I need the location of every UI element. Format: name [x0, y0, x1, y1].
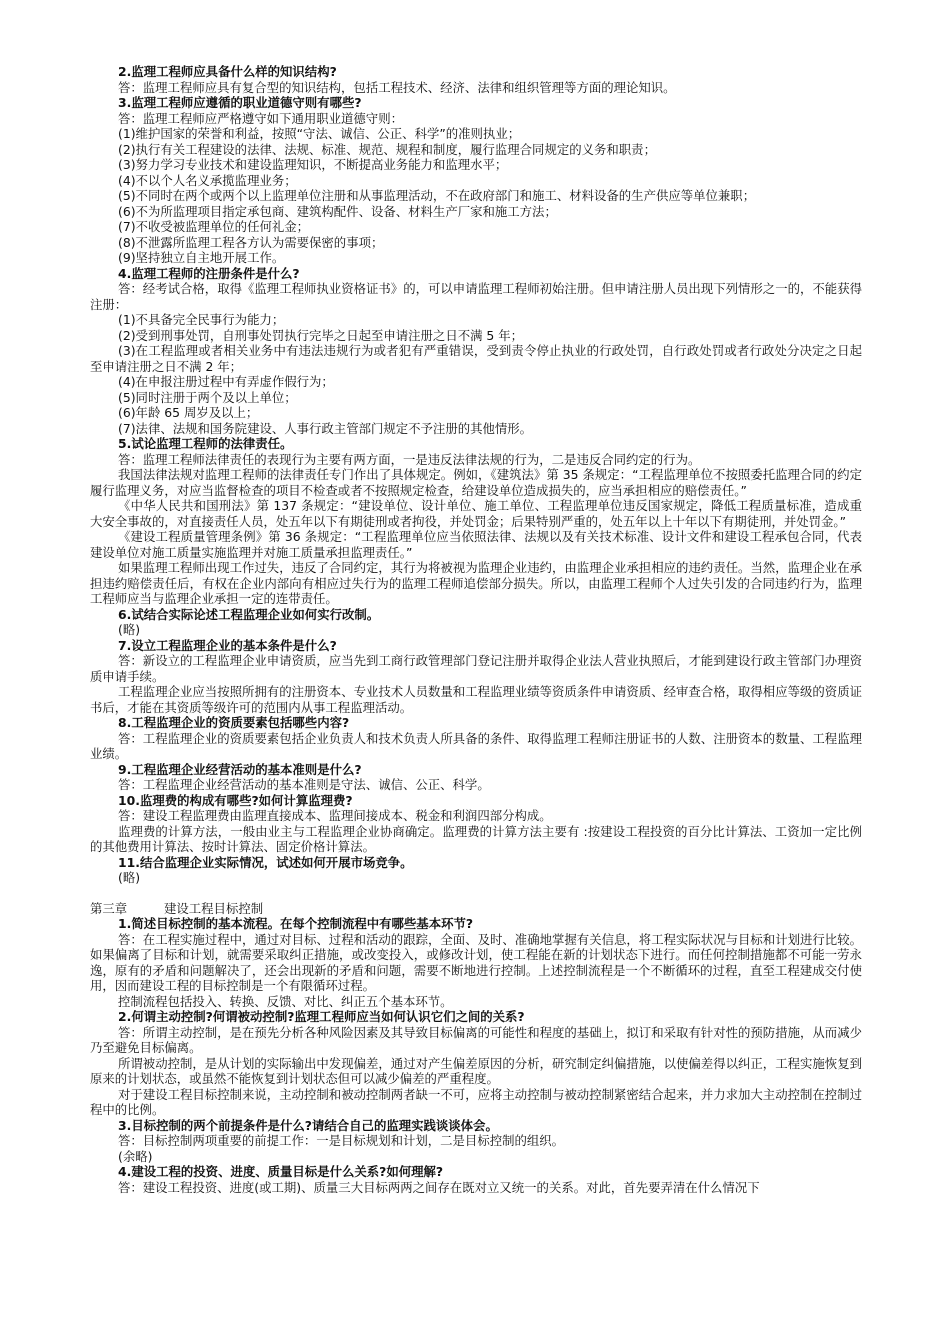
answer-paragraph: 答：新设立的工程监理企业申请资质，应当先到工商行政管理部门登记注册并取得企业法人营业执照后，才能到建设行政主管部门办理资质申请手续。: [90, 653, 862, 684]
question-heading: 5.试论监理工程师的法律责任。: [118, 436, 293, 451]
question-heading: 2.监理工程师应具备什么样的知识结构?: [118, 64, 337, 79]
answer-paragraph: 《中华人民共和国刑法》第 137 条规定：“建设单位、设计单位、施工单位、工程监理单位违反国家规定，降低工程质量标准，造成重大安全事故的，对直接责任人员，处五年以下有期徒刑或者拘役，并处罚金；后果特别严重的，处五年以上十年以下有期徒刑，并处罚金。”: [90, 498, 862, 529]
chapter-heading: [90, 901, 862, 917]
list-item: (1)不具备完全民事行为能力；: [118, 312, 285, 327]
list-item: (4)不以个人名义承揽监理业务；: [118, 172, 297, 188]
question-heading: 9.工程监理企业经营活动的基本准则是什么?: [118, 761, 362, 777]
answer-paragraph: 对于建设工程目标控制来说，主动控制和被动控制两者缺一不可，应将主动控制与被动控制紧密结合起来，并力求加大主动控制在控制过程中的比例。: [90, 1086, 862, 1117]
answer-paragraph: 监理费的计算方法，一般由业主与工程监理企业协商确定。监理费的计算方法主要有 :按建设工程投资的百分比计算法、工资加一定比例的其他费用计算法、按时计算法、固定价格计算法。: [90, 823, 862, 854]
list-item: (5)同时注册于两个及以上单位；: [118, 389, 297, 405]
question-heading: 2.何谓主动控制?何谓被动控制?监理工程师应当如何认识它们之间的关系?: [118, 1009, 525, 1024]
list-item: (6)年龄 65 周岁及以上；: [118, 405, 259, 420]
section-spacer: [90, 886, 862, 901]
question-heading: 1.简述目标控制的基本流程。在每个控制流程中有哪些基本环节?: [118, 916, 474, 931]
list-item: (8)不泄露所监理工程各方认为需要保密的事项；: [118, 234, 384, 250]
list-item: (4)在申报注册过程中有弄虚作假行为；: [118, 374, 334, 389]
answer-paragraph: 控制流程包括投入、转换、反馈、对比、纠正五个基本环节。: [118, 993, 453, 1009]
question-heading: 11.结合监理企业实际情况，试述如何开展市场竞争。: [118, 854, 413, 870]
list-item: (7)不收受被监理单位的任何礼金；: [118, 219, 310, 234]
answer-paragraph: 我国法律法规对监理工程师的法律责任专门作出了具体规定。例如，《建筑法》第 35 条规定：“工程监理单位不按照委托监理合同的约定履行监理义务，对应当监督检查的项目不检查或者不按照规定检查，给建设单位造成损失的，应当承担相应的赔偿责任。”: [90, 467, 862, 498]
answer-paragraph: 答：经考试合格，取得《监理工程师执业资格证书》的，可以申请监理工程师初始注册。但申请注册人员出现下列情形之一的，不能获得注册：: [90, 281, 862, 312]
answer-paragraph: 答：监理工程师法律责任的表现行为主要有两方面，一是违反法律法规的行为，二是违反合同约定的行为。: [118, 451, 701, 467]
list-item: (略): [118, 622, 141, 637]
list-item: (7)法律、法规和国务院建设、人事行政主管部门规定不予注册的其他情形。: [118, 420, 533, 436]
question-heading: 6.试结合实际论述工程监理企业如何实行改制。: [118, 606, 380, 622]
question-heading: 4.监理工程师的注册条件是什么?: [118, 265, 300, 281]
list-item: (3)努力学习专业技术和建设监理知识，不断提高业务能力和监理水平；: [118, 157, 508, 172]
answer-paragraph: 答：所谓主动控制，是在预先分析各种风险因素及其导致目标偏离的可能性和程度的基础上，拟订和采取有针对性的预防措施，从而减少乃至避免目标偏离。: [90, 1024, 862, 1055]
list-item: (1)维护国家的荣誉和利益，按照“守法、诚信、公正、科学”的准则执业；: [118, 126, 521, 141]
question-heading: 10.监理费的构成有哪些?如何计算监理费?: [118, 792, 353, 808]
list-item: (5)不同时在两个或两个以上监理单位注册和从事监理活动，不在政府部门和施工、材料设备的生产供应等单位兼职；: [118, 188, 756, 203]
answer-paragraph: 答：在工程实施过程中，通过对目标、过程和活动的跟踪，全面、及时、准确地掌握有关信息，将工程实际状况与目标和计划进行比较。如果偏离了目标和计划，就需要采取纠正措施，或改变投入，或修改计划，使工程能在新的计划状态下进行。而任何控制措施都不可能一劳永逸，原有的矛盾和问题解决了，还会出现新的矛盾和问题，需要不断地进行控制。上述控制流程是一个不断循环的过程，直至工程建成交付使用，因而建设工程的目标控制是一个有限循环过程。: [90, 931, 862, 993]
chapter-title: 建设工程目标控制: [164, 900, 264, 916]
list-item: (2)执行有关工程建设的法律、法规、标准、规范、规程和制度，履行监理合同规定的义务和职责；: [118, 141, 656, 157]
answer-paragraph: 答：建设工程投资、进度(或工期)、质量三大目标两两之间存在既对立又统一的关系。对此，首先要弄清在什么情况下: [118, 1179, 760, 1195]
answer-paragraph: (3)在工程监理或者相关业务中有违法违规行为或者犯有严重错误，受到责令停止执业的行政处罚，自行政处罚或者行政处分决定之日起至申请注册之日不满 2 年；: [90, 343, 862, 374]
answer-paragraph: 如果监理工程师出现工作过失，违反了合同约定，其行为将被视为监理企业违约，由监理企业承担相应的违约责任。当然，监理企业在承担违约赔偿责任后，有权在企业内部向有相应过失行为的监理工程师追偿部分损失。所以，由监理工程师个人过失引发的合同违约行为，监理工程师应当与监理企业承担一定的连带责任。: [90, 560, 862, 606]
answer-paragraph: 答：监理工程师应严格遵守如下通用职业道德守则：: [118, 110, 403, 126]
answer-paragraph: 答：工程监理企业经营活动的基本准则是守法、诚信、公正、科学。: [118, 777, 490, 792]
answer-paragraph: 工程监理企业应当按照所拥有的注册资本、专业技术人员数量和工程监理业绩等资质条件申请资质、经审查合格，取得相应等级的资质证书后，才能在其资质等级许可的范围内从事工程监理活动。: [90, 684, 862, 715]
answer-paragraph: 所谓被动控制，是从计划的实际输出中发现偏差，通过对产生偏差原因的分析，研究制定纠偏措施，以使偏差得以纠正，工程实施恢复到原来的计划状态，或虽然不能恢复到计划状态但可以减少偏差的严重程度。: [90, 1055, 862, 1086]
question-heading: 7.设立工程监理企业的基本条件是什么?: [118, 637, 337, 653]
answer-paragraph: 答：建设工程监理费由监理直接成本、监理间接成本、税金和利润四部分构成。: [118, 808, 552, 823]
question-heading: 3.监理工程师应遵循的职业道德守则有哪些?: [118, 95, 362, 110]
answer-paragraph: 答：目标控制两项重要的前提工作：一是目标规划和计划，二是目标控制的组织。: [118, 1133, 565, 1148]
list-item: (余略): [118, 1148, 153, 1164]
list-item: (9)坚持独立自主地开展工作。: [118, 250, 285, 265]
question-heading: 3.目标控制的两个前提条件是什么?请结合自己的监理实践谈谈体会。: [118, 1117, 498, 1133]
list-item: (略): [118, 870, 141, 885]
list-item: (2)受到刑事处罚，自刑事处罚执行完毕之日起至申请注册之日不满 5 年；: [118, 327, 524, 343]
answer-paragraph: 答：监理工程师应具有复合型的知识结构，包括工程技术、经济、法律和组织管理等方面的理论知识。: [118, 79, 676, 95]
chapter-number: 第三章: [90, 900, 128, 916]
answer-paragraph: 答：工程监理企业的资质要素包括企业负责人和技术负责人所具备的条件、取得监理工程师注册证书的人数、注册资本的数量、工程监理业绩。: [90, 730, 862, 761]
question-heading: 8.工程监理企业的资质要素包括哪些内容?: [118, 715, 350, 730]
question-heading: 4.建设工程的投资、进度、质量目标是什么关系?如何理解?: [118, 1164, 444, 1179]
answer-paragraph: 《建设工程质量管理条例》第 36 条规定：“工程监理单位应当依照法律、法规以及有关技术标准、设计文件和建设工程承包合同，代表建设单位对施工质量实施监理并对施工质量承担监理责任。”: [90, 529, 862, 560]
list-item: (6)不为所监理项目指定承包商、建筑构配件、设备、材料生产厂家和施工方法；: [118, 203, 557, 219]
